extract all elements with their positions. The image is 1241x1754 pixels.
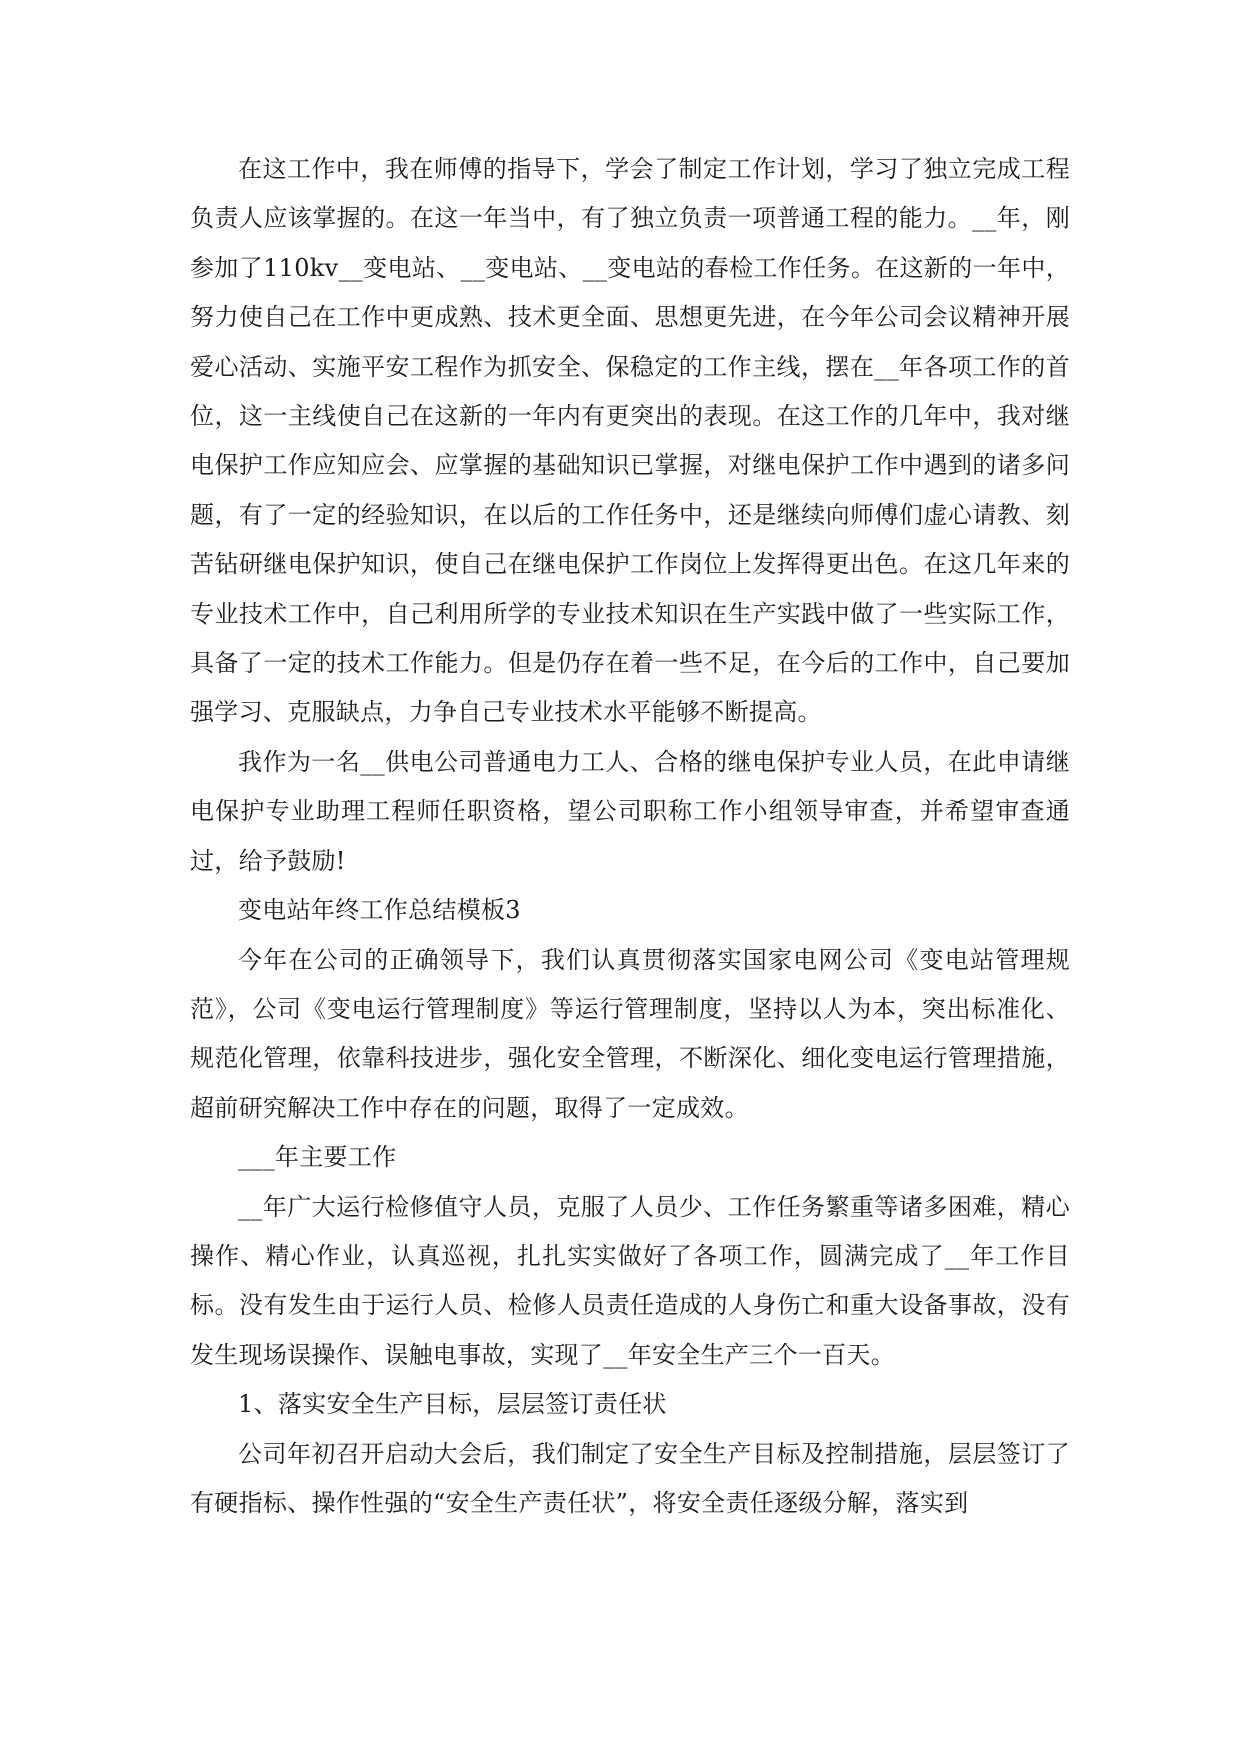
section-heading-safety-targets: 1、落实安全生产目标，层层签订责任状	[238, 1390, 667, 1419]
section-heading-main-work: ___年主要工作	[238, 1143, 397, 1172]
paragraph-intro: 今年在公司的正确领导下，我们认真贯彻落实国家电网公司《变电站管理规范》，公司《变电运行管理制度》等运行管理制度，坚持以人为本，突出标准化、规范化管理，依靠科技进步，强化安全管理，不断深化、细化变电运行管理措施，超前研究解决工作中存在的问题，取得了一定成效。	[190, 945, 1070, 1122]
paragraph-application: 我作为一名__供电公司普通电力工人、合格的继电保护专业人员，在此申请继电保护专业助理工程师任职资格，望公司职称工作小组领导审查，并希望审查通过，给予鼓励!	[190, 747, 1070, 875]
paragraph-annual-summary: __年广大运行检修值守人员，克服了人员少、工作任务繁重等诸多困难，精心操作、精心作业，认真巡视，扎扎实实做好了各项工作，圆满完成了__年工作目标。没有发生由于运行人员、检修人员责任造成的人身伤亡和重大设备事故，没有发生现场误操作、误触电事故，实现了__年安全生产三个一百天。	[190, 1192, 1070, 1369]
section-heading-template-3: 变电站年终工作总结模板3	[238, 896, 521, 925]
paragraph-work-experience: 在这工作中，我在师傅的指导下，学会了制定工作计划，学习了独立完成工程负责人应该掌握的。在这一年当中，有了独立负责一项普通工程的能力。__年，刚参加了110kv__变电站、__变电站、__变电站的春检工作任务。在这新的一年中，努力使自己在工作中更成熟、技术更全面、思想更先进，在今年公司会议精神开展爱心活动、实施平安工程作为抓安全、保稳定的工作主线，摆在__年各项工作的首位，这一主线使自己在这新的一年内有更突出的表现。在这工作的几年中，我对继电保护工作应知应会、应掌握的基础知识已掌握，对继电保护工作中遇到的诸多问题，有了一定的经验知识，在以后的工作任务中，还是继续向师傅们虚心请教、刻苦钻研继电保护知识，使自己在继电保护工作岗位上发挥得更出色。在这几年来的专业技术工作中，自己利用所学的专业技术知识在生产实践中做了一些实际工作，具备了一定的技术工作能力。但是仍存在着一些不足，在今后的工作中，自己要加强学习、克服缺点，力争自己专业技术水平能够不断提高。	[190, 155, 1070, 727]
paragraph-safety-responsibility: 公司年初召开启动大会后，我们制定了安全生产目标及控制措施，层层签订了有硬指标、操作性强的“安全生产责任状”，将安全责任逐级分解，落实到	[190, 1439, 1070, 1517]
document-body	[190, 145, 1070, 1528]
